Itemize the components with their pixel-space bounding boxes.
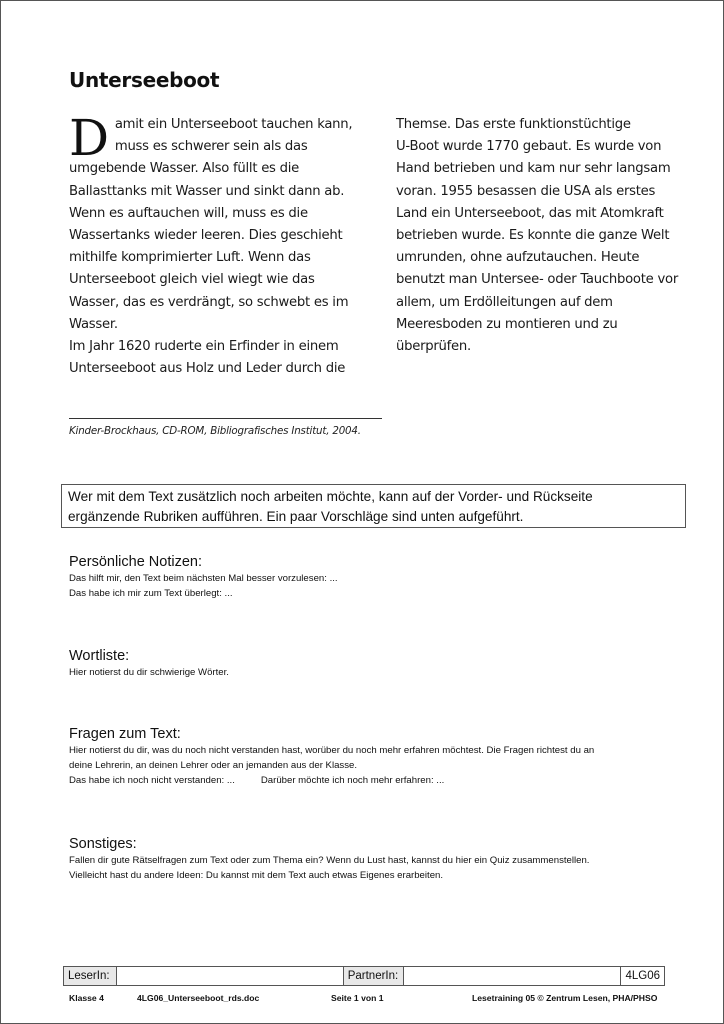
text-line: Themse. Das erste funktionstüchtige [396, 117, 631, 132]
footer-page: Seite 1 von 1 [331, 993, 384, 1003]
not-understood-prompt: Das habe ich noch nicht verstanden: ... [69, 775, 235, 786]
reader-field[interactable] [117, 967, 343, 985]
text-line: Wassertanks wieder leeren. Dies geschieht [69, 228, 343, 244]
partner-label: PartnerIn: [344, 967, 404, 985]
text-line: mithilfe komprimierter Luft. Wenn das [69, 250, 311, 266]
text-line: Wasser. [69, 316, 118, 332]
text-line: Land ein Unterseeboot, das mit Atomkraft [396, 205, 664, 221]
reader-label: LeserIn: [64, 967, 117, 985]
text-line: amit ein Unterseeboot tauchen kann, [114, 117, 353, 132]
section-questions [69, 725, 594, 788]
text-column-1 [69, 109, 369, 380]
text-line: Unterseeboot aus Holz und Leder durch die [69, 361, 346, 377]
section-line: Fallen dir gute Rätselfragen zum Text oder zum Thema ein? Wenn du Lust hast, kannst du hier ein Quiz zusammenstellen. [69, 855, 590, 866]
text-line: voran. 1955 besassen die USA als erstes [396, 183, 656, 199]
source-divider [69, 418, 382, 419]
section-line: deine Lehrerin, an deinen Lehrer oder an jemanden aus der Klasse. [69, 760, 358, 771]
text-line: benutzt man Untersee- oder Tauchboote vor [396, 272, 679, 288]
text-line: betrieben wurde. Es konnte die ganze Welt [396, 228, 670, 244]
text-line: allem, um Erdölleitungen auf dem [396, 294, 613, 310]
section-heading: Persönliche Notizen: [69, 554, 202, 570]
text-line: überprüfen. [396, 339, 471, 355]
document-title: Unterseeboot [69, 68, 220, 92]
section-split-line [69, 773, 594, 788]
info-box [61, 484, 686, 528]
section-heading: Wortliste: [69, 648, 130, 664]
footer-copyright: Lesetraining 05 © Zentrum Lesen, PHA/PHSO [472, 993, 658, 1003]
section-personal-notes [69, 553, 338, 601]
drop-cap: D [69, 109, 109, 167]
section-heading: Sonstiges: [69, 836, 137, 852]
footer-filename: 4LG06_Unterseeboot_rds.doc [137, 993, 260, 1003]
section-heading: Fragen zum Text: [69, 726, 181, 742]
partner-field[interactable] [404, 967, 622, 985]
text-line: Wenn es auftauchen will, muss es die [69, 205, 308, 221]
section-word-list [69, 647, 229, 680]
section-line: Hier notierst du dir, was du noch nicht verstanden hast, worüber du noch mehr erfahren möchtest. Die Fragen richtest du an [69, 745, 595, 756]
section-misc [69, 835, 589, 883]
learn-more-prompt: Darüber möchte ich noch mehr erfahren: ... [260, 775, 445, 786]
source-citation: Kinder-Brockhaus, CD-ROM, Bibliografisches Institut, 2004. [69, 425, 361, 437]
text-line: Hand betrieben und kam nur sehr langsam [396, 161, 671, 177]
section-line: Hier notierst du dir schwierige Wörter. [69, 667, 229, 678]
text-line: muss es schwerer sein als das [114, 139, 308, 155]
text-line: Unterseeboot gleich viel wiegt wie das [69, 272, 315, 288]
section-line: Das hilft mir, den Text beim nächsten Mal besser vorzulesen: ... [69, 573, 338, 584]
text-line: Ballasttanks mit Wasser und sinkt dann ab. [69, 183, 345, 199]
text-line: umrunden, ohne aufzutauchen. Heute [396, 250, 640, 266]
footer-name-table [63, 966, 665, 986]
document-code: 4LG06 [625, 970, 661, 982]
text-line: Im Jahr 1620 ruderte ein Erfinder in einem [69, 339, 339, 355]
text-line: Wasser, das es verdrängt, so schwebt es im [69, 294, 349, 310]
text-line: U-Boot wurde 1770 gebaut. Es wurde von [396, 139, 662, 155]
info-line: Wer mit dem Text zusätzlich noch arbeiten möchte, kann auf der Vorder- und Rückseite [68, 489, 593, 504]
section-line: Das habe ich mir zum Text überlegt: ... [69, 588, 233, 599]
section-line: Vielleicht hast du andere Ideen: Du kannst mit dem Text auch etwas Eigenes erarbeiten. [69, 870, 444, 881]
text-line: umgebende Wasser. Also füllt es die [69, 161, 300, 177]
info-line: ergänzende Rubriken aufführen. Ein paar Vorschläge sind unten aufgeführt. [68, 509, 524, 524]
text-column-2 [396, 114, 701, 358]
footer-class: Klasse 4 [69, 993, 104, 1003]
text-line: Meeresboden zu montieren und zu [396, 316, 618, 332]
